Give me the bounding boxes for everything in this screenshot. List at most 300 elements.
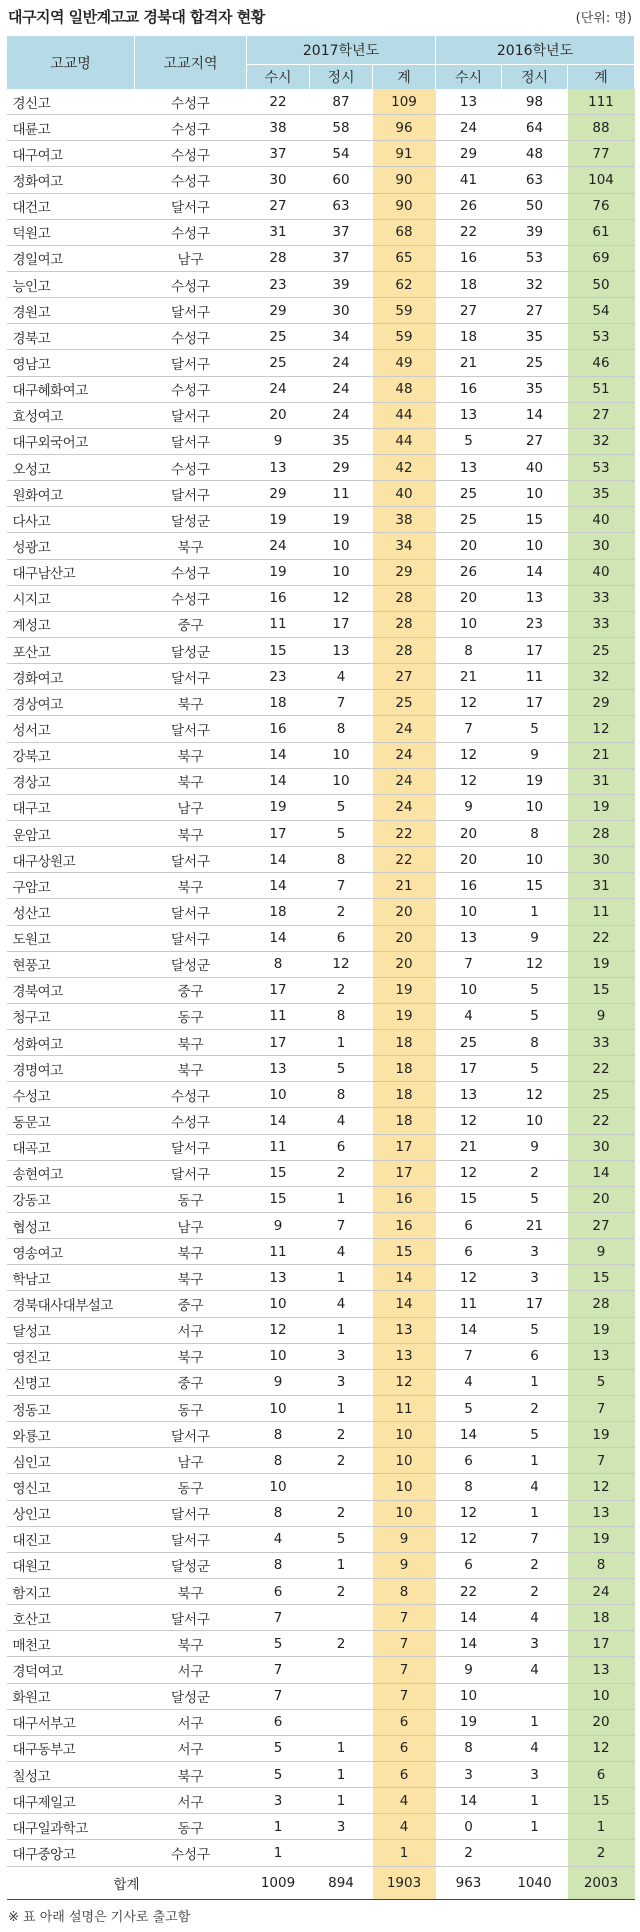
- jeongsi-2016: 14: [502, 559, 568, 585]
- total-2017: 4: [373, 1814, 436, 1840]
- jeongsi-2016: 1: [502, 899, 568, 925]
- school-name: 경북고: [7, 324, 135, 350]
- jeongsi-2016: 8: [502, 1030, 568, 1056]
- susi-2016: 11: [436, 1291, 502, 1317]
- susi-2016: 13: [436, 402, 502, 428]
- region: 달서구: [135, 1160, 247, 1186]
- table-head: [7, 36, 635, 89]
- susi-2016: 14: [436, 1317, 502, 1343]
- jeongsi-2016: 98: [502, 89, 568, 115]
- school-name: 협성고: [7, 1213, 135, 1239]
- jeongsi-2016: 15: [502, 873, 568, 899]
- jeongsi-2016: 1: [502, 1448, 568, 1474]
- jeongsi-2017: 10: [310, 742, 373, 768]
- school-name: 대구남산고: [7, 559, 135, 585]
- jeongsi-2017: 1: [310, 1552, 373, 1578]
- susi-2017: 10: [247, 1474, 310, 1500]
- jeongsi-2017: [310, 1709, 373, 1735]
- region: 수성구: [135, 115, 247, 141]
- total-row: [7, 1866, 635, 1899]
- total-2016: 19: [568, 1317, 635, 1343]
- col-header-2017-total: 계: [373, 65, 436, 90]
- total-2017: 65: [373, 245, 436, 271]
- susi-2016: 6: [436, 1239, 502, 1265]
- region: 동구: [135, 1186, 247, 1212]
- region: 북구: [135, 1265, 247, 1291]
- total-2016: 28: [568, 1291, 635, 1317]
- table-row: [7, 1657, 635, 1683]
- jeongsi-2017: 5: [310, 1526, 373, 1552]
- jeongsi-2016: 17: [502, 690, 568, 716]
- susi-2017: 16: [247, 585, 310, 611]
- school-name: 경원고: [7, 298, 135, 324]
- school-name: 경화여고: [7, 664, 135, 690]
- region: 서구: [135, 1657, 247, 1683]
- school-name: 대구중앙고: [7, 1840, 135, 1866]
- total-jeongsi-2017: 894: [310, 1866, 373, 1899]
- total-2016: 32: [568, 664, 635, 690]
- susi-2016: 13: [436, 89, 502, 115]
- total-2017: 40: [373, 481, 436, 507]
- school-name: 대구외국어고: [7, 428, 135, 454]
- region: 달서구: [135, 298, 247, 324]
- region: 북구: [135, 1762, 247, 1788]
- col-header-2016: 2016학년도: [436, 36, 635, 65]
- jeongsi-2016: 4: [502, 1657, 568, 1683]
- susi-2017: 6: [247, 1579, 310, 1605]
- jeongsi-2017: [310, 1605, 373, 1631]
- susi-2017: 11: [247, 1003, 310, 1029]
- jeongsi-2017: 87: [310, 89, 373, 115]
- susi-2016: 12: [436, 1500, 502, 1526]
- susi-2017: 6: [247, 1709, 310, 1735]
- jeongsi-2016: 10: [502, 533, 568, 559]
- school-name: 도원고: [7, 925, 135, 951]
- total-2016: 24: [568, 1579, 635, 1605]
- jeongsi-2017: 12: [310, 951, 373, 977]
- total-2017: 13: [373, 1317, 436, 1343]
- total-2017: 7: [373, 1631, 436, 1657]
- total-2017: 42: [373, 454, 436, 480]
- total-2016: 7: [568, 1396, 635, 1422]
- school-name: 상인고: [7, 1500, 135, 1526]
- region: 수성구: [135, 167, 247, 193]
- table-row: [7, 1134, 635, 1160]
- table-row: [7, 873, 635, 899]
- susi-2016: 41: [436, 167, 502, 193]
- susi-2017: 23: [247, 271, 310, 297]
- jeongsi-2017: 6: [310, 1134, 373, 1160]
- susi-2017: 11: [247, 611, 310, 637]
- susi-2016: 10: [436, 977, 502, 1003]
- school-name: 대구상원고: [7, 847, 135, 873]
- region: 북구: [135, 768, 247, 794]
- jeongsi-2016: 5: [502, 977, 568, 1003]
- total-2017: 109: [373, 89, 436, 115]
- region: 수성구: [135, 454, 247, 480]
- total-2017: 7: [373, 1605, 436, 1631]
- total-2017: 28: [373, 611, 436, 637]
- table-row: [7, 1762, 635, 1788]
- jeongsi-2017: [310, 1474, 373, 1500]
- jeongsi-2017: 60: [310, 167, 373, 193]
- susi-2016: 12: [436, 690, 502, 716]
- total-2017: 20: [373, 925, 436, 951]
- total-2017: 17: [373, 1160, 436, 1186]
- school-name: 대륜고: [7, 115, 135, 141]
- jeongsi-2017: 1: [310, 1788, 373, 1814]
- susi-2017: 12: [247, 1317, 310, 1343]
- total-2017: 20: [373, 951, 436, 977]
- susi-2017: 17: [247, 1030, 310, 1056]
- susi-2017: 14: [247, 873, 310, 899]
- total-2017: 19: [373, 1003, 436, 1029]
- col-header-2017-susi: 수시: [247, 65, 310, 90]
- total-2016: 61: [568, 219, 635, 245]
- table-row: [7, 1265, 635, 1291]
- jeongsi-2017: 8: [310, 1082, 373, 1108]
- jeongsi-2016: 15: [502, 507, 568, 533]
- susi-2016: 29: [436, 141, 502, 167]
- jeongsi-2017: 8: [310, 716, 373, 742]
- jeongsi-2017: 54: [310, 141, 373, 167]
- region: 동구: [135, 1396, 247, 1422]
- total-2016: 21: [568, 742, 635, 768]
- susi-2016: 27: [436, 298, 502, 324]
- table-row: [7, 1343, 635, 1369]
- school-name: 성서고: [7, 716, 135, 742]
- table-row: [7, 1814, 635, 1840]
- susi-2017: 4: [247, 1526, 310, 1552]
- total-2016: 12: [568, 1474, 635, 1500]
- susi-2016: 13: [436, 1082, 502, 1108]
- region: 남구: [135, 1213, 247, 1239]
- total-2016: 30: [568, 847, 635, 873]
- region: 달서구: [135, 350, 247, 376]
- region: 달서구: [135, 925, 247, 951]
- total-2017: 17: [373, 1134, 436, 1160]
- school-name: 원화여고: [7, 481, 135, 507]
- total-2016: 9: [568, 1239, 635, 1265]
- jeongsi-2016: [502, 1683, 568, 1709]
- susi-2017: 5: [247, 1735, 310, 1761]
- total-2017: 14: [373, 1291, 436, 1317]
- school-name: 영송여고: [7, 1239, 135, 1265]
- jeongsi-2016: 1: [502, 1814, 568, 1840]
- region: 달서구: [135, 716, 247, 742]
- region: 북구: [135, 533, 247, 559]
- region: 수성구: [135, 89, 247, 115]
- school-name: 대구혜화여고: [7, 376, 135, 402]
- total-2017: 27: [373, 664, 436, 690]
- jeongsi-2016: 1: [502, 1709, 568, 1735]
- table-row: [7, 533, 635, 559]
- susi-2016: 20: [436, 820, 502, 846]
- susi-2016: 21: [436, 1134, 502, 1160]
- jeongsi-2016: 3: [502, 1762, 568, 1788]
- school-name: 덕원고: [7, 219, 135, 245]
- total-2017: 7: [373, 1657, 436, 1683]
- susi-2016: 16: [436, 245, 502, 271]
- region: 북구: [135, 1056, 247, 1082]
- jeongsi-2016: 1: [502, 1369, 568, 1395]
- total-2016: 11: [568, 899, 635, 925]
- jeongsi-2017: 24: [310, 402, 373, 428]
- table-row: [7, 1186, 635, 1212]
- jeongsi-2017: 2: [310, 1448, 373, 1474]
- total-2017: 91: [373, 141, 436, 167]
- total-2016: 18: [568, 1605, 635, 1631]
- school-name: 와룡고: [7, 1422, 135, 1448]
- table-row: [7, 298, 635, 324]
- jeongsi-2016: 19: [502, 768, 568, 794]
- region: 달성군: [135, 637, 247, 663]
- table-row: [7, 664, 635, 690]
- region: 남구: [135, 794, 247, 820]
- total-2016: 29: [568, 690, 635, 716]
- total-2016: 30: [568, 1134, 635, 1160]
- susi-2016: 24: [436, 115, 502, 141]
- table-row: [7, 1108, 635, 1134]
- table-row: [7, 1474, 635, 1500]
- total-2017: 12: [373, 1369, 436, 1395]
- school-name: 화원고: [7, 1683, 135, 1709]
- col-header-region: 고교지역: [135, 36, 247, 89]
- region: 북구: [135, 742, 247, 768]
- susi-2016: 25: [436, 507, 502, 533]
- total-2017: 24: [373, 794, 436, 820]
- jeongsi-2016: 3: [502, 1239, 568, 1265]
- susi-2017: 15: [247, 637, 310, 663]
- total-sum-2016: 2003: [568, 1866, 635, 1899]
- susi-2017: 8: [247, 1422, 310, 1448]
- total-2016: 27: [568, 1213, 635, 1239]
- susi-2017: 10: [247, 1082, 310, 1108]
- table-row: [7, 507, 635, 533]
- table-row: [7, 1500, 635, 1526]
- susi-2017: 29: [247, 481, 310, 507]
- susi-2016: 12: [436, 1265, 502, 1291]
- jeongsi-2016: 2: [502, 1160, 568, 1186]
- total-2017: 14: [373, 1265, 436, 1291]
- school-name: 정화여고: [7, 167, 135, 193]
- total-2017: 10: [373, 1474, 436, 1500]
- region: 달서구: [135, 1134, 247, 1160]
- susi-2017: 31: [247, 219, 310, 245]
- school-name: 청구고: [7, 1003, 135, 1029]
- table-row: [7, 977, 635, 1003]
- jeongsi-2017: 2: [310, 1631, 373, 1657]
- table-row: [7, 637, 635, 663]
- region: 수성구: [135, 376, 247, 402]
- jeongsi-2017: 19: [310, 507, 373, 533]
- susi-2017: 5: [247, 1631, 310, 1657]
- total-2016: 2: [568, 1840, 635, 1866]
- total-2016: 35: [568, 481, 635, 507]
- susi-2016: 7: [436, 951, 502, 977]
- total-2016: 51: [568, 376, 635, 402]
- table-row: [7, 559, 635, 585]
- jeongsi-2017: 12: [310, 585, 373, 611]
- school-name: 신명고: [7, 1369, 135, 1395]
- susi-2017: 8: [247, 1448, 310, 1474]
- susi-2017: 9: [247, 1369, 310, 1395]
- jeongsi-2017: 4: [310, 1239, 373, 1265]
- jeongsi-2016: 17: [502, 637, 568, 663]
- region: 수성구: [135, 271, 247, 297]
- susi-2017: 7: [247, 1657, 310, 1683]
- jeongsi-2017: 6: [310, 925, 373, 951]
- total-2016: 32: [568, 428, 635, 454]
- jeongsi-2016: 10: [502, 1108, 568, 1134]
- susi-2017: 16: [247, 716, 310, 742]
- table-row: [7, 1735, 635, 1761]
- jeongsi-2016: 21: [502, 1213, 568, 1239]
- total-2016: 22: [568, 925, 635, 951]
- total-2017: 22: [373, 820, 436, 846]
- jeongsi-2017: 1: [310, 1735, 373, 1761]
- jeongsi-2017: 24: [310, 376, 373, 402]
- table-row: [7, 1631, 635, 1657]
- col-header-2016-total: 계: [568, 65, 635, 90]
- region: 달서구: [135, 1500, 247, 1526]
- school-name: 호산고: [7, 1605, 135, 1631]
- table-row: [7, 245, 635, 271]
- jeongsi-2017: 7: [310, 690, 373, 716]
- school-name: 경신고: [7, 89, 135, 115]
- jeongsi-2016: 3: [502, 1631, 568, 1657]
- school-name: 경상고: [7, 768, 135, 794]
- total-2017: 21: [373, 873, 436, 899]
- jeongsi-2017: 2: [310, 1160, 373, 1186]
- susi-2017: 19: [247, 794, 310, 820]
- jeongsi-2017: 24: [310, 350, 373, 376]
- col-header-school: 고교명: [7, 36, 135, 89]
- table-row: [7, 115, 635, 141]
- jeongsi-2017: [310, 1840, 373, 1866]
- susi-2017: 8: [247, 951, 310, 977]
- total-2017: 6: [373, 1735, 436, 1761]
- table-row: [7, 376, 635, 402]
- total-2017: 16: [373, 1186, 436, 1212]
- susi-2017: 8: [247, 1500, 310, 1526]
- jeongsi-2017: 5: [310, 820, 373, 846]
- school-name: 능인고: [7, 271, 135, 297]
- total-2017: 25: [373, 690, 436, 716]
- jeongsi-2017: 34: [310, 324, 373, 350]
- school-name: 경덕여고: [7, 1657, 135, 1683]
- school-name: 성화여고: [7, 1030, 135, 1056]
- total-2016: 12: [568, 1735, 635, 1761]
- total-2016: 40: [568, 559, 635, 585]
- susi-2016: 22: [436, 219, 502, 245]
- total-jeongsi-2016: 1040: [502, 1866, 568, 1899]
- jeongsi-2017: 3: [310, 1369, 373, 1395]
- susi-2017: 10: [247, 1343, 310, 1369]
- region: 달서구: [135, 1605, 247, 1631]
- total-2017: 38: [373, 507, 436, 533]
- total-sum-2017: 1903: [373, 1866, 436, 1899]
- jeongsi-2016: 9: [502, 925, 568, 951]
- total-2017: 8: [373, 1579, 436, 1605]
- table-row: [7, 1056, 635, 1082]
- table-header-bar: [0, 0, 640, 32]
- susi-2016: 4: [436, 1369, 502, 1395]
- total-2016: 76: [568, 193, 635, 219]
- jeongsi-2017: 10: [310, 768, 373, 794]
- region: 북구: [135, 820, 247, 846]
- region: 달서구: [135, 428, 247, 454]
- jeongsi-2016: 5: [502, 1317, 568, 1343]
- susi-2017: 9: [247, 1213, 310, 1239]
- total-2016: 1: [568, 1814, 635, 1840]
- region: 수성구: [135, 1082, 247, 1108]
- susi-2017: 25: [247, 350, 310, 376]
- table-row: [7, 1003, 635, 1029]
- total-2017: 7: [373, 1683, 436, 1709]
- total-2017: 68: [373, 219, 436, 245]
- susi-2017: 17: [247, 977, 310, 1003]
- total-2016: 31: [568, 768, 635, 794]
- school-name: 영신고: [7, 1474, 135, 1500]
- total-2016: 54: [568, 298, 635, 324]
- region: 북구: [135, 1239, 247, 1265]
- susi-2016: 3: [436, 1762, 502, 1788]
- total-2016: 25: [568, 1082, 635, 1108]
- total-2017: 18: [373, 1108, 436, 1134]
- jeongsi-2017: 8: [310, 847, 373, 873]
- region: 서구: [135, 1735, 247, 1761]
- jeongsi-2016: 5: [502, 1422, 568, 1448]
- jeongsi-2016: 48: [502, 141, 568, 167]
- jeongsi-2016: 17: [502, 1291, 568, 1317]
- total-2016: 19: [568, 1422, 635, 1448]
- jeongsi-2017: 4: [310, 1291, 373, 1317]
- jeongsi-2016: 53: [502, 245, 568, 271]
- susi-2016: 12: [436, 768, 502, 794]
- jeongsi-2016: 13: [502, 585, 568, 611]
- susi-2017: 1: [247, 1840, 310, 1866]
- jeongsi-2017: 30: [310, 298, 373, 324]
- school-name: 칠성고: [7, 1762, 135, 1788]
- region: 달성군: [135, 951, 247, 977]
- total-2017: 96: [373, 115, 436, 141]
- total-2016: 13: [568, 1343, 635, 1369]
- susi-2017: 10: [247, 1396, 310, 1422]
- region: 남구: [135, 1448, 247, 1474]
- susi-2017: 37: [247, 141, 310, 167]
- region: 달서구: [135, 847, 247, 873]
- school-name: 수성고: [7, 1082, 135, 1108]
- region: 달서구: [135, 402, 247, 428]
- jeongsi-2017: 4: [310, 1108, 373, 1134]
- total-2017: 90: [373, 167, 436, 193]
- region: 북구: [135, 690, 247, 716]
- jeongsi-2016: 27: [502, 298, 568, 324]
- school-name: 현풍고: [7, 951, 135, 977]
- total-2017: 9: [373, 1526, 436, 1552]
- susi-2017: 14: [247, 925, 310, 951]
- school-name: 대구서부고: [7, 1709, 135, 1735]
- total-2017: 10: [373, 1422, 436, 1448]
- jeongsi-2017: 10: [310, 559, 373, 585]
- jeongsi-2016: 40: [502, 454, 568, 480]
- susi-2017: 27: [247, 193, 310, 219]
- table-row: [7, 1448, 635, 1474]
- region: 북구: [135, 1579, 247, 1605]
- jeongsi-2016: 64: [502, 115, 568, 141]
- jeongsi-2017: 5: [310, 794, 373, 820]
